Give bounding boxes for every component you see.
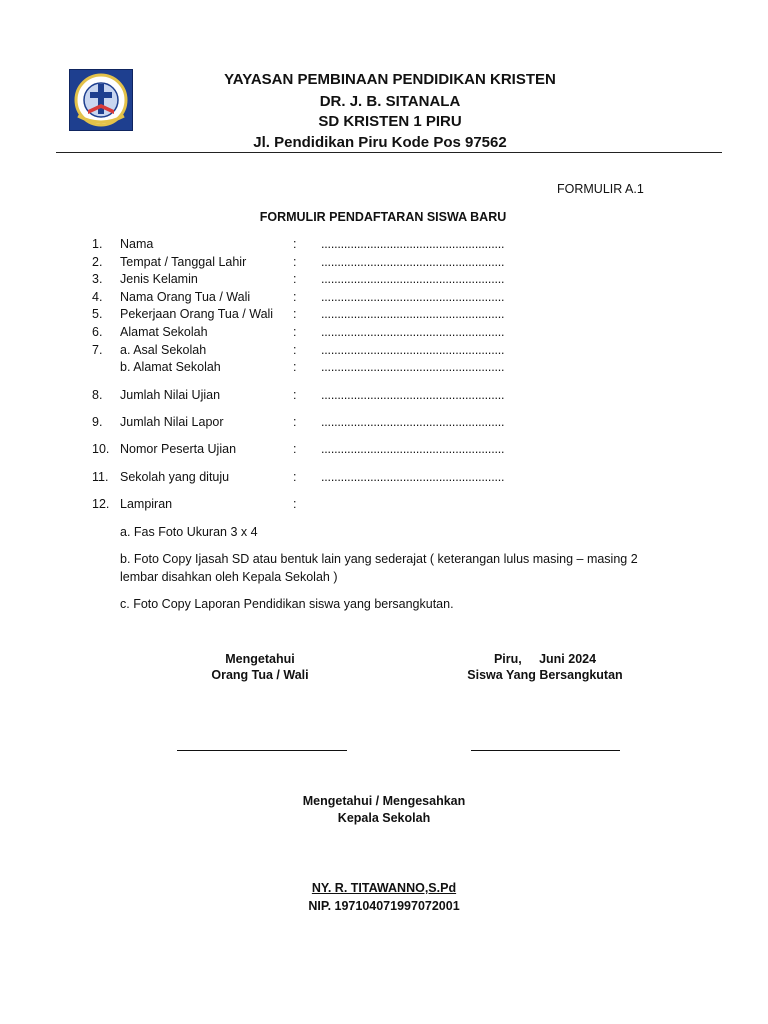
field-number: 5. xyxy=(92,307,103,321)
parent-signature-line[interactable] xyxy=(177,750,347,751)
field-blank[interactable]: ........................................................ xyxy=(321,415,505,429)
field-number: 7. xyxy=(92,343,103,357)
field-blank[interactable]: ........................................................ xyxy=(321,360,505,374)
school-name: SD KRISTEN 1 PIRU xyxy=(318,113,462,130)
field-colon: : xyxy=(293,343,297,357)
school-address: Jl. Pendidikan Piru Kode Pos 97562 xyxy=(253,134,507,151)
letterhead-divider xyxy=(56,152,722,153)
attachment-certificate-line1: b. Foto Copy Ijasah SD atau bentuk lain yang sederajat ( keterangan lulus masing – masing 2 xyxy=(120,552,638,566)
field-number: 9. xyxy=(92,415,103,429)
parent-sign-heading: Mengetahui xyxy=(225,652,295,666)
foundation-name: YAYASAN PEMBINAAN PENDIDIKAN KRISTEN xyxy=(224,71,556,88)
foundation-subtitle: DR. J. B. SITANALA xyxy=(319,93,461,110)
parent-sign-role: Orang Tua / Wali xyxy=(211,668,309,682)
student-sign-role: Siswa Yang Bersangkutan xyxy=(467,668,623,682)
field-colon: : xyxy=(293,360,297,374)
field-colon: : xyxy=(293,307,297,321)
field-colon: : xyxy=(293,237,297,251)
field-blank[interactable]: ........................................................ xyxy=(321,470,505,484)
field-colon: : xyxy=(293,290,297,304)
field-number: 4. xyxy=(92,290,103,304)
attachment-photo: a. Fas Foto Ukuran 3 x 4 xyxy=(120,525,258,539)
field-label: Nama xyxy=(120,237,154,251)
field-number: 11. xyxy=(92,470,109,484)
field-blank[interactable]: ........................................................ xyxy=(321,388,505,402)
field-blank[interactable]: ........................................................ xyxy=(321,290,505,304)
form-code: FORMULIR A.1 xyxy=(557,182,644,196)
field-label: Lampiran xyxy=(120,497,173,511)
field-colon: : xyxy=(293,497,297,511)
attachment-certificate-line2: lembar disahkan oleh Kepala Sekolah ) xyxy=(120,570,338,584)
field-label: Jenis Kelamin xyxy=(120,272,198,286)
field-label: Nama Orang Tua / Wali xyxy=(120,290,251,304)
field-blank[interactable]: ........................................................ xyxy=(321,343,505,357)
field-label: Pekerjaan Orang Tua / Wali xyxy=(120,307,274,321)
field-label: Jumlah Nilai Lapor xyxy=(120,415,224,429)
field-colon: : xyxy=(293,470,297,484)
field-number: 6. xyxy=(92,325,103,339)
field-colon: : xyxy=(293,415,297,429)
form-title: FORMULIR PENDAFTARAN SISWA BARU xyxy=(259,210,507,224)
field-number: 2. xyxy=(92,255,103,269)
field-colon: : xyxy=(293,388,297,402)
field-label: Nomor Peserta Ujian xyxy=(120,442,237,456)
field-colon: : xyxy=(293,255,297,269)
approval-heading: Mengetahui / Mengesahkan xyxy=(302,794,466,808)
attachment-report: c. Foto Copy Laporan Pendidikan siswa yang bersangkutan. xyxy=(120,597,454,611)
field-label: Alamat Sekolah xyxy=(120,325,208,339)
field-label: Tempat / Tanggal Lahir xyxy=(120,255,247,269)
field-number: 1. xyxy=(92,237,103,251)
school-logo xyxy=(69,69,133,131)
field-blank[interactable]: ........................................................ xyxy=(321,325,505,339)
principal-nip: NIP. 197104071997072001 xyxy=(308,899,460,913)
field-number: 10. xyxy=(92,442,110,456)
field-number: 8. xyxy=(92,388,103,402)
field-blank[interactable]: ........................................................ xyxy=(321,272,505,286)
field-label: Sekolah yang dituju xyxy=(120,470,230,484)
field-number: 12. xyxy=(92,497,110,511)
field-blank[interactable]: ........................................................ xyxy=(321,255,505,269)
field-blank[interactable]: ........................................................ xyxy=(321,307,505,321)
field-colon: : xyxy=(293,442,297,456)
field-blank[interactable]: ........................................................ xyxy=(321,442,505,456)
principal-title: Kepala Sekolah xyxy=(337,811,431,825)
principal-name: NY. R. TITAWANNO,S.Pd xyxy=(311,881,457,895)
field-colon: : xyxy=(293,325,297,339)
field-blank[interactable]: ........................................................ xyxy=(321,237,505,251)
field-number: 3. xyxy=(92,272,103,286)
place-date: Piru, Juni 2024 xyxy=(493,652,597,666)
field-label: Jumlah Nilai Ujian xyxy=(120,388,221,402)
student-signature-line[interactable] xyxy=(471,750,620,751)
field-colon: : xyxy=(293,272,297,286)
field-label: a. Asal Sekolah xyxy=(120,343,207,357)
field-label: b. Alamat Sekolah xyxy=(120,360,221,374)
